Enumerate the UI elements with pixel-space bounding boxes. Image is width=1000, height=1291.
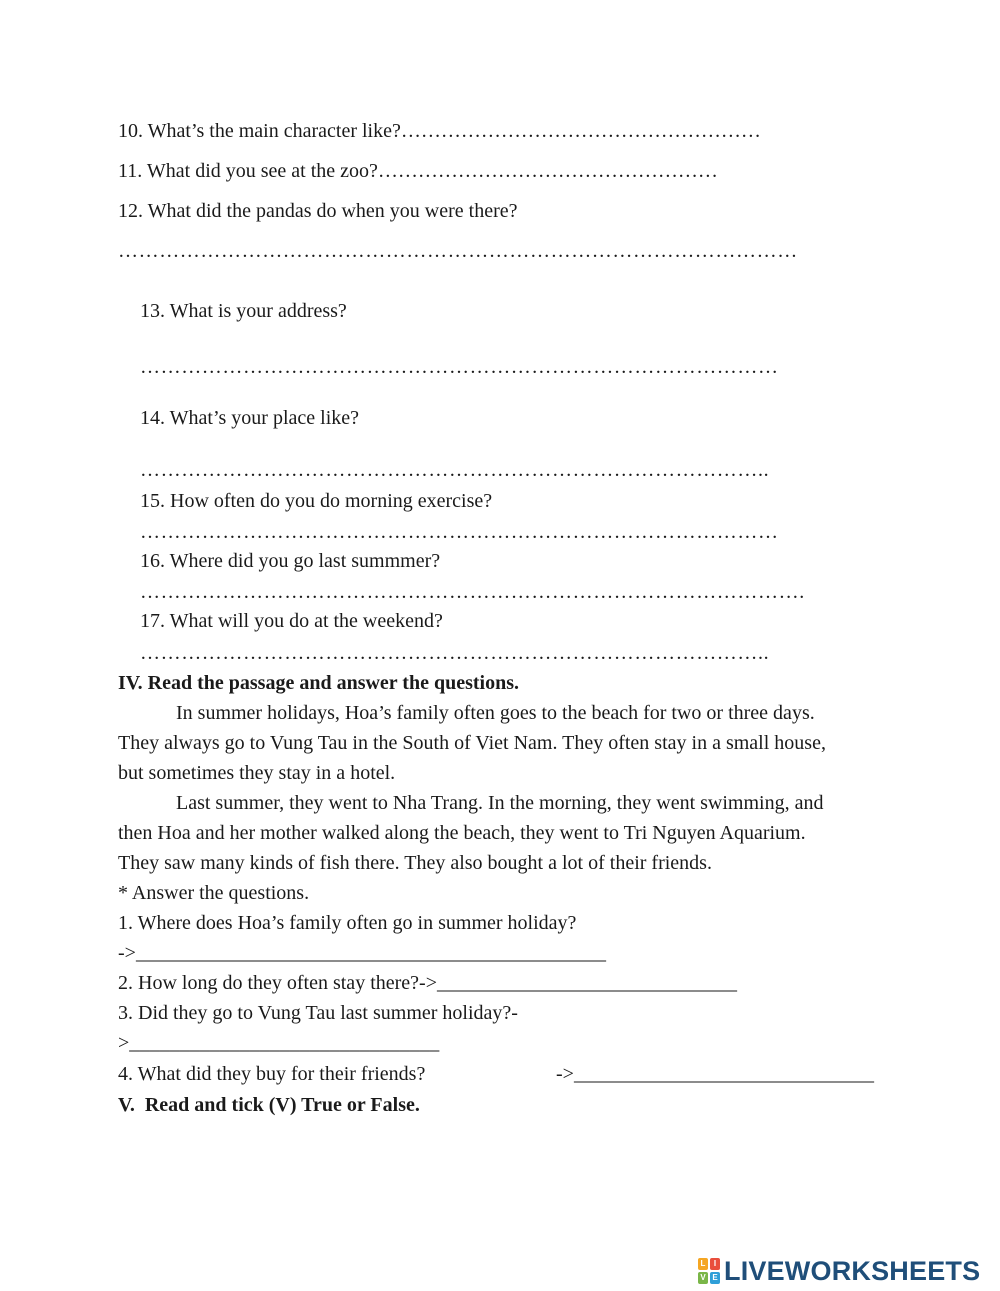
section-4-heading: IV. Read the passage and answer the questions. [118, 672, 519, 694]
answer-line-15[interactable]: ………………………………………………………………………………… [140, 521, 779, 543]
section-5-heading: V. Read and tick (V) True or False. [118, 1094, 420, 1116]
question-12: 12. What did the pandas do when you were there? [118, 200, 518, 222]
passage-line: In summer holidays, Hoa’s family often goes to the beach for two or three days. [176, 702, 815, 724]
reading-question-2[interactable]: 2. How long do they often stay there?->______________________________ [118, 972, 737, 994]
answer-line-12[interactable]: ……………………………………………………………………………………… [118, 240, 798, 262]
reading-answer-4[interactable]: ->______________________________ [556, 1063, 874, 1085]
question-13: 13. What is your address? [140, 300, 347, 322]
answer-line-17[interactable]: ……………………………………………………………………………….. [140, 642, 770, 664]
reading-question-3: 3. Did they go to Vung Tau last summer holiday?- [118, 1002, 518, 1024]
passage-line: then Hoa and her mother walked along the beach, they went to Tri Nguyen Aquarium. [118, 822, 806, 844]
passage-line: Last summer, they went to Nha Trang. In the morning, they went swimming, and [176, 792, 824, 814]
question-14: 14. What’s your place like? [140, 407, 360, 429]
reading-question-1: 1. Where does Hoa’s family often go in summer holiday? [118, 912, 577, 934]
answer-instruction: * Answer the questions. [118, 882, 310, 904]
question-17: 17. What will you do at the weekend? [140, 610, 443, 632]
passage-line: They always go to Vung Tau in the South of Viet Nam. They often stay in a small house, [118, 732, 826, 754]
answer-line-16[interactable]: ……………………………………………………………………………………. [140, 581, 805, 603]
reading-question-4: 4. What did they buy for their friends? [118, 1063, 426, 1085]
question-11: 11. What did you see at the zoo?…………………………………………… [118, 160, 718, 182]
answer-line-14[interactable]: ……………………………………………………………………………….. [140, 459, 770, 481]
reading-answer-3[interactable]: >_______________________________ [118, 1032, 440, 1054]
passage-line: but sometimes they stay in a hotel. [118, 762, 396, 784]
passage-line: They saw many kinds of fish there. They also bought a lot of their friends. [118, 852, 712, 874]
question-16: 16. Where did you go last summmer? [140, 550, 441, 572]
reading-answer-1[interactable]: ->_______________________________________________ [118, 942, 606, 964]
logo-text: LIVEWORKSHEETS [724, 1255, 981, 1286]
liveworksheets-logo [698, 1257, 980, 1285]
logo-mark-icon: L I V E [698, 1258, 720, 1284]
answer-line-13[interactable]: ………………………………………………………………………………… [140, 356, 779, 378]
question-10: 10. What’s the main character like?……………………………………………… [118, 120, 761, 142]
question-15: 15. How often do you do morning exercise? [140, 490, 493, 512]
